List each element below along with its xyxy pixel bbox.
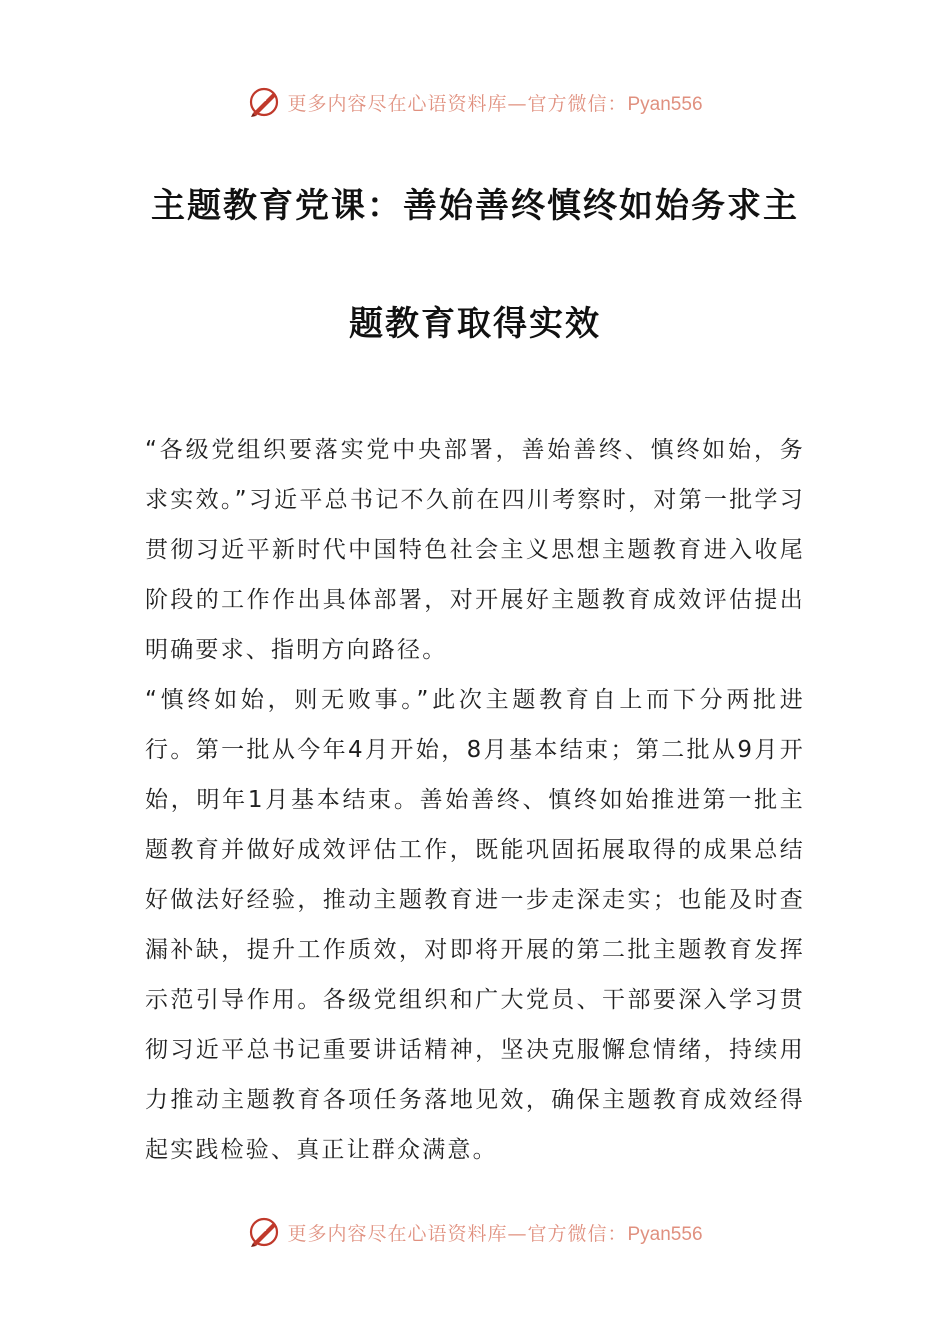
watermark-text: 更多内容尽在心语资料库—官方微信：Pyan556 [287, 1222, 703, 1245]
paragraph-1: “各级党组织要落实党中央部署，善始善终、慎终如始，务求实效。”习近平总书记不久前在四川考察时，对第一批学习贯彻习近平新时代中国特色社会主义思想主题教育进入收尾阶段的工作作出具体部署，对开展好主题教育成效评估提出明确要求、指明方向路径。 [145, 437, 805, 663]
document-title-line-1: 主题教育党课：善始善终慎终如始务求主 [151, 186, 799, 226]
document-title-line-2: 题教育取得实效 [349, 304, 601, 344]
footer-watermark [0, 1212, 950, 1252]
watermark-handle: Pyan556 [627, 1223, 703, 1245]
paragraph-2: “慎终如始，则无败事。”此次主题教育自上而下分两批进行。第一批从今年4月开始，8月基本结束；第二批从9月开始，明年1月基本结束。善始善终、慎终如始推进第一批主题教育并做好成效评估工作，既能巩固拓展取得的成果总结好做法好经验，推动主题教育进一步走深走实；也能及时查漏补缺，提升工作质效，对即将开展的第二批主题教育发挥示范引导作用。各级党组织和广大党员、干部要深入学习贯彻习近平总书记重要讲话精神，坚决克服懈怠情绪，持续用力推动主题教育各项任务落地见效，确保主题教育成效经得起实践检验、真正让群众满意。 [145, 687, 805, 1163]
watermark-handle: Pyan556 [627, 93, 703, 115]
document-body [145, 425, 805, 1175]
pen-logo-icon [247, 85, 281, 119]
header-watermark [0, 82, 950, 122]
watermark-text: 更多内容尽在心语资料库—官方微信：Pyan556 [287, 92, 703, 115]
pen-logo-icon [247, 1215, 281, 1249]
